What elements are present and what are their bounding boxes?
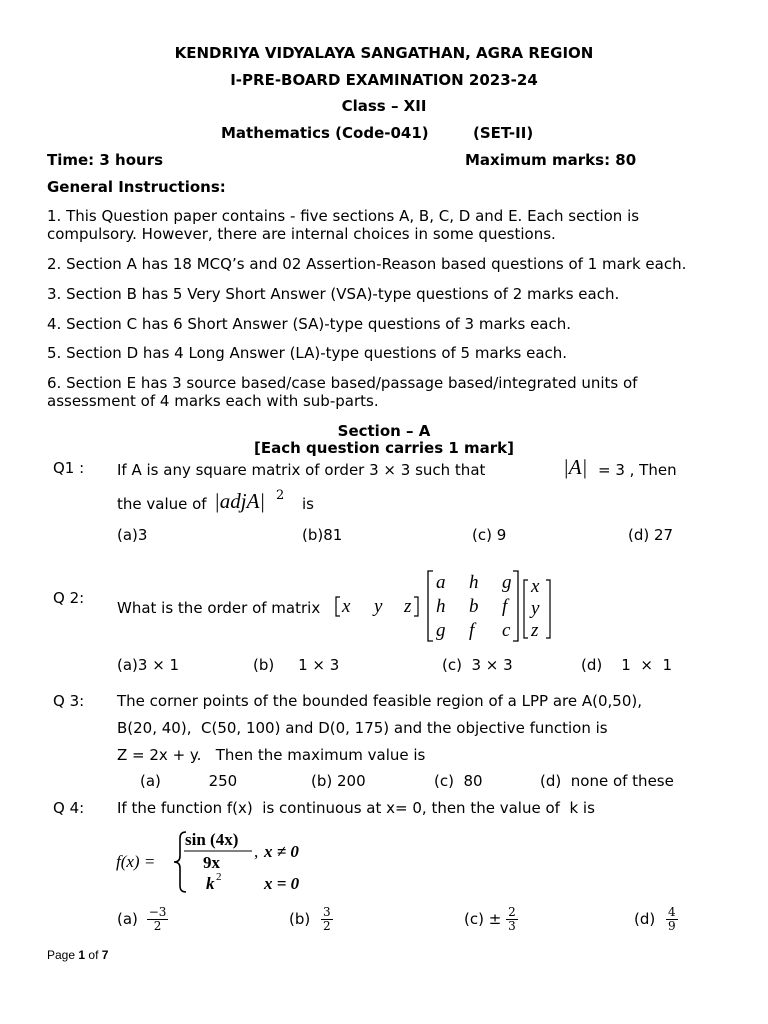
- instruction-5: 5. Section D has 4 Long Answer (LA)-type questions of 5 marks each.: [47, 344, 568, 362]
- q2-row-y: y: [374, 596, 383, 617]
- instruction-6b: assessment of 4 marks each with sub-parts.: [47, 392, 379, 410]
- instructions-title: General Instructions:: [47, 178, 226, 196]
- exam-title: I-PRE-BOARD EXAMINATION 2023-24: [230, 71, 538, 89]
- q1-text-a: If A is any square matrix of order 3 × 3 such that: [117, 461, 486, 479]
- q1-option-b: (b)81: [302, 526, 343, 544]
- q2-m00: a: [436, 572, 446, 593]
- q3-option-d: (d) none of these: [540, 772, 674, 790]
- subject-label: Mathematics (Code-041): [221, 124, 429, 142]
- q4-option-c: [464, 906, 518, 933]
- q4-option-a-num: −3: [148, 905, 167, 919]
- q2-col-z: z: [531, 620, 539, 641]
- max-marks-label: Maximum marks: 80: [465, 151, 637, 169]
- q2-matrix-expression: [332, 566, 562, 646]
- q3-line-2: B(20, 40), C(50, 100) and D(0, 175) and the objective function is: [117, 719, 608, 737]
- q2-option-c: (c) 3 × 3: [442, 656, 513, 674]
- set-label: (SET-II): [473, 124, 534, 142]
- page-current: 1: [78, 948, 86, 962]
- q4-option-b: [289, 906, 333, 933]
- q3-number: Q 3:: [53, 692, 85, 710]
- section-subtitle: [Each question carries 1 mark]: [254, 439, 514, 457]
- q2-number: Q 2:: [53, 589, 85, 607]
- q1-adj-a: |adjA|: [214, 489, 266, 513]
- q4-piecewise-function: [112, 826, 322, 898]
- q4-option-a-den: 2: [153, 919, 162, 933]
- q1-text-b: = 3 , Then: [598, 461, 677, 479]
- q1-number: Q1 :: [53, 459, 85, 477]
- q2-option-b: (b) 1 × 3: [253, 656, 340, 674]
- instruction-4: 4. Section C has 6 Short Answer (SA)-type questions of 3 marks each.: [47, 315, 572, 333]
- q2-option-a: (a)3 × 1: [117, 656, 180, 674]
- q4-option-b-fraction: [321, 906, 333, 933]
- q1-text-d: is: [302, 495, 314, 513]
- q4-case2-value: k: [206, 874, 215, 893]
- q4-option-c-fraction: [506, 906, 518, 933]
- q4-option-b-den: 2: [323, 919, 331, 933]
- q2-m21: f: [469, 620, 475, 641]
- q4-case2-exponent: 2: [216, 871, 222, 883]
- q4-option-d: [634, 906, 678, 933]
- q2-m12: f: [502, 596, 508, 617]
- q2-col-y: y: [531, 598, 540, 619]
- q2-row-x: x: [342, 596, 351, 617]
- q2-m10: h: [436, 596, 446, 617]
- q4-number: Q 4:: [53, 799, 85, 817]
- class-label: Class – XII: [341, 97, 427, 115]
- instruction-1a: 1. This Question paper contains - five sections A, B, C, D and E. Each section is: [47, 207, 640, 225]
- instruction-3: 3. Section B has 5 Very Short Answer (VSA)-type questions of 2 marks each.: [47, 285, 620, 303]
- svg-text:,: ,: [254, 842, 259, 861]
- q1-exponent: 2: [276, 488, 285, 503]
- page-number: [47, 948, 108, 962]
- q1-det-a: |A|: [563, 455, 588, 479]
- q4-option-a: [117, 906, 168, 933]
- q1-option-c: (c) 9: [472, 526, 507, 544]
- q4-option-b-num: 3: [323, 905, 331, 919]
- q2-m01: h: [469, 572, 479, 593]
- q3-option-c: (c) 80: [434, 772, 483, 790]
- page-total: 7: [101, 948, 109, 962]
- q4-case1-denominator: 9x: [203, 853, 220, 872]
- q2-option-d: (d) 1 × 1: [581, 656, 673, 674]
- q1-option-d: (d) 27: [628, 526, 674, 544]
- q4-option-b-label: (b): [289, 910, 311, 928]
- q4-option-d-den: 9: [668, 919, 676, 933]
- q4-option-d-num: 4: [668, 905, 676, 919]
- q4-case1-condition: x ≠ 0: [264, 842, 299, 861]
- q4-option-c-den: 3: [508, 919, 516, 933]
- time-label: Time: 3 hours: [47, 151, 164, 169]
- q3-option-a: (a) 250: [140, 772, 238, 790]
- page-label: Page: [47, 948, 76, 962]
- q2-text: What is the order of matrix: [117, 599, 321, 617]
- q2-m02: g: [502, 572, 512, 593]
- q4-option-d-label: (d): [634, 910, 656, 928]
- q4-option-c-num: 2: [508, 905, 516, 919]
- instruction-6a: 6. Section E has 3 source based/case based/passage based/integrated units of: [47, 374, 638, 392]
- instruction-2: 2. Section A has 18 MCQ’s and 02 Assertion-Reason based questions of 1 mark each.: [47, 255, 687, 273]
- q4-fx-label: f(x) =: [116, 852, 156, 871]
- q3-line-1: The corner points of the bounded feasible region of a LPP are A(0,50),: [117, 692, 642, 710]
- q1-option-a: (a)3: [117, 526, 148, 544]
- q2-m20: g: [436, 620, 446, 641]
- instruction-1b: compulsory. However, there are internal choices in some questions.: [47, 225, 556, 243]
- page-of: of: [88, 948, 99, 962]
- section-title: Section – A: [337, 422, 431, 440]
- school-title: KENDRIYA VIDYALAYA SANGATHAN, AGRA REGION: [174, 44, 594, 62]
- q4-option-d-fraction: [666, 906, 678, 933]
- q4-option-c-label: (c) ±: [464, 910, 502, 928]
- q4-text: If the function f(x) is continuous at x= 0, then the value of k is: [117, 799, 595, 817]
- q2-col-x: x: [531, 576, 540, 597]
- q4-option-a-label: (a): [117, 910, 138, 928]
- q3-line-3: Z = 2x + y. Then the maximum value is: [117, 746, 426, 764]
- q1-text-c: the value of: [117, 495, 207, 513]
- q4-option-a-fraction: [147, 906, 169, 933]
- q2-row-z: z: [404, 596, 412, 617]
- q2-m22: c: [502, 620, 511, 641]
- q3-option-b: (b) 200: [311, 772, 366, 790]
- q2-m11: b: [469, 596, 479, 617]
- q4-case2-condition: x = 0: [264, 874, 300, 893]
- q4-case1-numerator: sin (4x): [185, 830, 239, 849]
